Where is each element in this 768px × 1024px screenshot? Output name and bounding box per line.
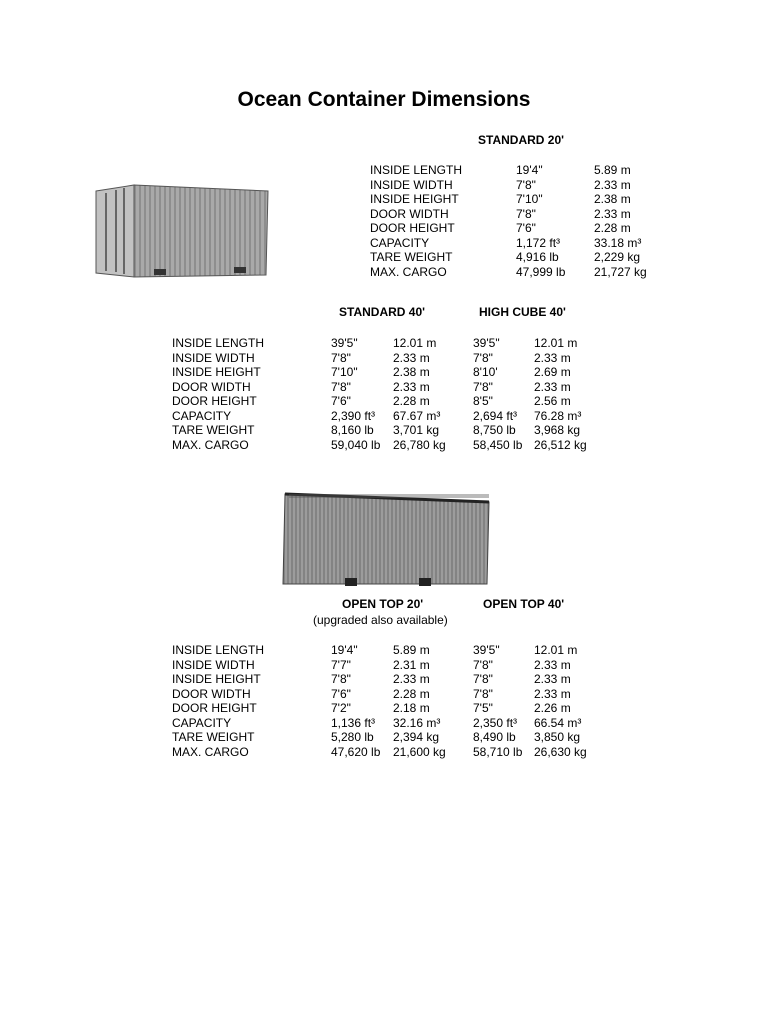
spec-cell: 66.54 m³ (534, 715, 582, 730)
spec-cell: 2.33 m (393, 350, 430, 365)
spec-cell: DOOR HEIGHT (172, 394, 257, 408)
spec-cell: 2.33 m (393, 672, 430, 686)
spec-cell: INSIDE WIDTH (172, 350, 255, 365)
spec-cell: 7'6" (516, 221, 536, 235)
standard-container-image (94, 181, 270, 283)
spec-cell: INSIDE HEIGHT (172, 672, 261, 686)
spec-cell: 5.89 m (594, 163, 631, 177)
table-row (172, 730, 612, 745)
spec-cell: DOOR HEIGHT (172, 701, 257, 715)
table-row (370, 221, 670, 236)
spec-cell: 47,999 lb (516, 264, 566, 279)
open-top-container-image (279, 488, 495, 592)
heading-standard-20: STANDARD 20' (478, 133, 564, 147)
table-row (172, 658, 612, 673)
spec-cell: TARE WEIGHT (172, 423, 255, 437)
spec-table-open-top (172, 643, 612, 759)
spec-cell: 7'8" (331, 350, 351, 365)
spec-cell: 5.89 m (393, 643, 430, 657)
spec-cell: 2,390 ft³ (331, 408, 376, 423)
spec-cell: 7'6" (331, 394, 351, 408)
spec-cell: 7'8" (473, 379, 493, 394)
spec-cell: 8'5" (473, 394, 493, 408)
spec-cell: 26,512 kg (534, 437, 587, 452)
spec-cell: 7'8" (473, 686, 493, 701)
spec-cell: 2.18 m (393, 701, 430, 715)
spec-cell: 47,620 lb (331, 744, 381, 759)
table-row (172, 336, 612, 351)
spec-cell: 7'8" (331, 672, 351, 686)
spec-cell: 2,350 ft³ (473, 715, 518, 730)
spec-cell: 12.01 m (534, 336, 578, 350)
spec-cell: INSIDE HEIGHT (172, 365, 261, 379)
spec-cell: 2.28 m (594, 221, 631, 235)
spec-cell: CAPACITY (172, 408, 232, 423)
table-row (370, 250, 670, 265)
spec-cell: 7'10" (331, 365, 358, 379)
spec-cell: 33.18 m³ (594, 235, 642, 250)
spec-cell: INSIDE LENGTH (172, 336, 265, 350)
spec-cell: 7'8" (331, 379, 351, 394)
spec-cell: 21,727 kg (594, 264, 647, 279)
spec-cell: 2.28 m (393, 394, 430, 408)
spec-cell: 2,394 kg (393, 730, 440, 744)
spec-cell: 2.31 m (393, 657, 430, 672)
spec-cell: 32.16 m³ (393, 715, 441, 730)
table-row (172, 423, 612, 438)
spec-cell: CAPACITY (172, 715, 232, 730)
spec-cell: 3,701 kg (393, 423, 440, 437)
spec-cell: 2.28 m (393, 686, 430, 701)
spec-cell: 2.56 m (534, 394, 571, 408)
upgraded-note: (upgraded also available) (313, 613, 448, 627)
table-row (172, 745, 612, 760)
spec-cell: 2.33 m (594, 177, 631, 192)
table-row (172, 701, 612, 716)
spec-cell: DOOR WIDTH (172, 686, 251, 701)
spec-cell: 2.33 m (534, 672, 571, 686)
table-row (172, 716, 612, 731)
spec-cell: 7'5" (473, 701, 493, 715)
spec-cell: INSIDE LENGTH (172, 643, 265, 657)
spec-cell: 2.26 m (534, 701, 571, 715)
spec-cell: MAX. CARGO (370, 264, 447, 279)
spec-cell: 39'5" (331, 336, 358, 350)
spec-cell: 2.38 m (393, 365, 430, 379)
table-row (172, 380, 612, 395)
spec-cell: 3,850 kg (534, 730, 581, 744)
spec-cell: 8,750 lb (473, 423, 516, 437)
spec-cell: 7'10" (516, 192, 543, 206)
table-row (172, 687, 612, 702)
spec-cell: 2.33 m (534, 686, 571, 701)
spec-cell: 7'8" (516, 206, 536, 221)
spec-cell: 2.33 m (393, 379, 430, 394)
spec-cell: DOOR WIDTH (370, 206, 449, 221)
spec-cell: 7'6" (331, 686, 351, 701)
spec-cell: 12.01 m (393, 336, 437, 350)
spec-cell: 39'5" (473, 336, 500, 350)
heading-high-cube-40: HIGH CUBE 40' (479, 305, 566, 319)
spec-cell: 2.33 m (534, 657, 571, 672)
spec-table-40 (172, 336, 612, 452)
table-row (172, 438, 612, 453)
spec-cell: 7'8" (516, 177, 536, 192)
spec-cell: 76.28 m³ (534, 408, 582, 423)
table-row (370, 236, 670, 251)
table-row (370, 178, 670, 193)
spec-cell: INSIDE WIDTH (172, 657, 255, 672)
table-row (370, 207, 670, 222)
page-title: Ocean Container Dimensions (237, 88, 531, 111)
spec-cell: 3,968 kg (534, 423, 581, 437)
spec-cell: 2.69 m (534, 365, 571, 379)
spec-cell: INSIDE LENGTH (370, 163, 463, 177)
table-row (172, 672, 612, 687)
spec-cell: 19'4" (516, 163, 543, 177)
spec-cell: 59,040 lb (331, 437, 381, 452)
spec-cell: 26,780 kg (393, 437, 446, 452)
spec-cell: 67.67 m³ (393, 408, 441, 423)
spec-cell: 21,600 kg (393, 744, 446, 759)
heading-open-top-40: OPEN TOP 40' (483, 597, 565, 611)
table-row (172, 394, 612, 409)
spec-cell: 2,694 ft³ (473, 408, 518, 423)
spec-cell: 7'8" (473, 672, 493, 686)
spec-cell: 39'5" (473, 643, 500, 657)
spec-cell: CAPACITY (370, 235, 430, 250)
table-row (172, 365, 612, 380)
spec-cell: TARE WEIGHT (370, 250, 453, 264)
spec-cell: 12.01 m (534, 643, 578, 657)
spec-cell: 7'8" (473, 350, 493, 365)
spec-cell: 7'7" (331, 657, 351, 672)
table-row (172, 351, 612, 366)
spec-cell: 5,280 lb (331, 730, 374, 744)
heading-open-top-20: OPEN TOP 20' (342, 597, 424, 611)
spec-cell: 4,916 lb (516, 250, 559, 264)
spec-cell: 8'10' (473, 365, 498, 379)
spec-cell: 58,450 lb (473, 437, 523, 452)
heading-standard-40: STANDARD 40' (339, 305, 425, 319)
spec-cell: 26,630 kg (534, 744, 587, 759)
spec-cell: 7'2" (331, 701, 351, 715)
spec-cell: 19'4" (331, 643, 358, 657)
spec-cell: MAX. CARGO (172, 437, 249, 452)
spec-cell: DOOR WIDTH (172, 379, 251, 394)
spec-cell: 2,229 kg (594, 250, 641, 264)
spec-cell: 1,136 ft³ (331, 715, 376, 730)
spec-cell: 7'8" (473, 657, 493, 672)
spec-cell: INSIDE WIDTH (370, 177, 453, 192)
spec-cell: INSIDE HEIGHT (370, 192, 459, 206)
table-row (172, 643, 612, 658)
spec-cell: 8,160 lb (331, 423, 374, 437)
spec-cell: 2.33 m (534, 379, 571, 394)
table-row (370, 163, 670, 178)
spec-cell: 2.33 m (594, 206, 631, 221)
spec-cell: 2.38 m (594, 192, 631, 206)
spec-cell: 2.33 m (534, 350, 571, 365)
spec-cell: 58,710 lb (473, 744, 523, 759)
table-row (172, 409, 612, 424)
spec-table-standard-20 (370, 163, 670, 279)
table-row (370, 192, 670, 207)
spec-cell: TARE WEIGHT (172, 730, 255, 744)
table-row (370, 265, 670, 280)
spec-cell: 1,172 ft³ (516, 235, 561, 250)
spec-cell: 8,490 lb (473, 730, 516, 744)
spec-cell: DOOR HEIGHT (370, 221, 455, 235)
spec-cell: MAX. CARGO (172, 744, 249, 759)
